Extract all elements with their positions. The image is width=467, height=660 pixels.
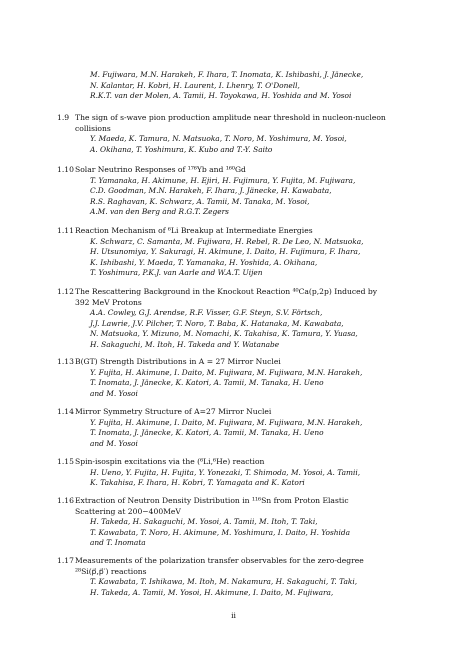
entry-number: 1.10: [57, 165, 74, 174]
toc-entry-1-12: [57, 287, 457, 351]
entry-authors: Y. Fujita, H. Akimune, I. Daito, M. Fujiwara, M. Fujiwara, M.N. Harakeh, T. Inomata, J. Jänecke, K. Katori, A. Tamii, M. Tanaka, H. Ueno and M. Yosoi: [90, 417, 363, 448]
entry-authors: T. Kawabata, T. Ishikawa, M. Itoh, M. Nakamura, H. Sakaguchi, T. Taki, H. Takeda, A. Tamii, M. Yosoi, H. Akimune, I. Daito, M. Fujiwara,: [90, 577, 358, 597]
continuation-authors: M. Fujiwara, M.N. Harakeh, F. Ihara, T. Inomata, K. Ishibashi, J. Jänecke, N. Kalantar, H. Kobri, H. Laurent, I. Lhenry, T. O'Donell, R.K.T. van der Molen, A. Tamii, H. Toyokawa, H. Yoshida and M. Yosoi: [90, 70, 364, 101]
entry-title: Extraction of Neutron Density Distribution in ¹¹⁶Sn from Proton Elastic Scattering at 200−400MeV: [75, 496, 349, 516]
entry-authors: A.A. Cowley, G.J. Arendse, R.F. Visser, G.F. Steyn, S.V. Förtsch, J.J. Lawrie, J.V. Pilcher, T. Noro, T. Baba, K. Hatanaka, M. Kawabata, N. Matsuoka, Y. Mizuno, M. Nomachi, K. Takahisa, K. Tamura, Y. Yuasa, H. Sakaguchi, M. Itoh, H. Takeda and Y. Watanabe: [90, 308, 358, 349]
toc-entry-1-16: [57, 496, 457, 549]
entry-number: 1.11: [57, 226, 74, 235]
toc-entry-1-14: [57, 407, 457, 449]
entry-title: Mirror Symmetry Structure of A=27 Mirror Nuclei: [75, 407, 272, 416]
entry-authors: Y. Fujita, H. Akimune, I. Daito, M. Fujiwara, M. Fujiwara, M.N. Harakeh, T. Inomata, J. Jänecke, K. Katori, A. Tamii, M. Tanaka, H. Ueno and M. Yosoi: [90, 367, 363, 398]
entry-title: Spin-isospin excitations via the (⁶Li,⁶He) reaction: [75, 457, 265, 466]
toc-entry-1-9: [57, 113, 457, 155]
entry-authors: H. Ueno, Y. Fujita, H. Fujita, Y. Yonezaki, T. Shimoda, M. Yosoi, A. Tamii, K. Takahisa, F. Ihara, H. Kobri, T. Yamagata and K. Katori: [90, 467, 361, 488]
toc-entry-1-13: [57, 357, 457, 399]
toc-entry-1-15: [57, 457, 457, 489]
entry-number: 1.14: [57, 407, 74, 416]
entry-title: The Rescattering Background in the Knockout Reaction ⁴⁰Ca(p,2p) Induced by 392 MeV Protons: [75, 287, 378, 307]
entry-number: 1.15: [57, 457, 74, 466]
entry-number: 1.12: [57, 287, 74, 296]
page-number: ii: [231, 611, 236, 620]
entry-title: B(GT) Strength Distributions in A = 27 Mirror Nuclei: [75, 357, 281, 366]
toc-entry-1-17: [57, 556, 457, 598]
toc-entry-1-11: [57, 226, 457, 279]
entry-authors: H. Takeda, H. Sakaguchi, M. Yosoi, A. Tamii, M. Itoh, T. Taki, T. Kawabata, T. Noro, H. Akimune, M. Yoshimura, I. Daito, H. Yoshida and T. Inomata: [90, 517, 351, 548]
entry-authors: K. Schwarz, C. Samanta, M. Fujiwara, H. Rebel, R. De Leo, N. Matsuoka, H. Utsunomiya, Y. Sakuragi, H. Akimune, I. Daito, H. Fujimura, F. Ihara, K. Ishibashi, Y. Maeda, T. Yamanaka, H. Yoshida, A. Okihana, T. Yoshimura, P.K.J. van Aarle and W.A.T. Uijen: [90, 236, 364, 278]
entry-number: 1.13: [57, 357, 74, 366]
entry-title: Solar Neutrino Responses of ¹⁷⁶Yb and ¹⁶⁰Gd: [75, 165, 246, 174]
entry-title: Reaction Mechanism of ⁶Li Breakup at Intermediate Energies: [75, 226, 313, 235]
entry-authors: T. Yamanaka, H. Akimune, H. Ejiri, H. Fujimura, Y. Fujita, M. Fujiwara, C.D. Goodman, M.N. Harakeh, F. Ihara, J. Jänecke, H. Kawabata, R.S. Raghavan, K. Schwarz, A. Tamii, M. Tanaka, M. Yosoi, A.M. van den Berg and R.G.T. Zegers: [90, 175, 356, 217]
entry-title: Measurements of the polarization transfer observables for the zero-degree ²⁸Si(p⃗,p⃗′) reactions: [75, 556, 364, 576]
entry-authors: Y. Maeda, K. Tamura, N. Matsuoka, T. Noro, M. Yoshimura, M. Yosoi, A. Okihana, T. Yoshimura, K. Kubo and T.-Y. Saito: [90, 134, 347, 154]
toc-entry-1-10: [57, 165, 457, 218]
entry-number: 1.16: [57, 496, 74, 505]
entry-number: 1.17: [57, 556, 74, 565]
entry-number: 1.9: [57, 113, 70, 122]
entry-title: The sign of s-wave pion production amplitude near threshold in nucleon-nucleon collisions: [75, 113, 386, 133]
